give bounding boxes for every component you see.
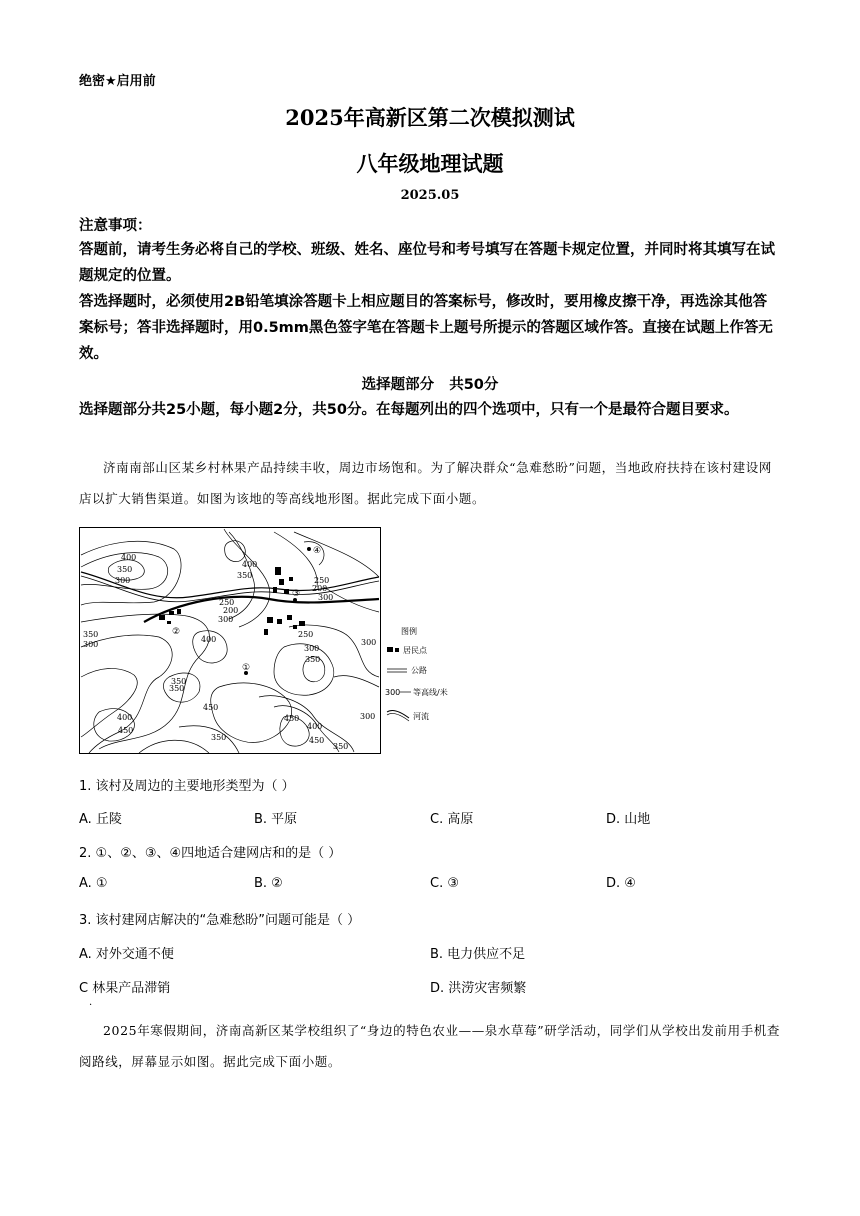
contour-label: 350 bbox=[169, 684, 185, 693]
contour-label: 250 bbox=[298, 630, 314, 639]
confidential-label: 绝密★启用前 bbox=[79, 74, 156, 89]
exam-date: 2025.05 bbox=[400, 188, 460, 203]
contour-label: 300 bbox=[360, 712, 376, 721]
contour-label: 250 bbox=[314, 576, 330, 585]
q2-option-a[interactable]: A. ① bbox=[79, 876, 108, 891]
contour-label: 400 bbox=[117, 713, 133, 722]
contour-label: 350 bbox=[211, 733, 227, 742]
q2-option-c[interactable]: C. ③ bbox=[430, 876, 459, 891]
question-2: 2. ①、②、③、④四地适合建网店和的是（ ） bbox=[79, 846, 342, 861]
section-instructions: 选择题部分共25小题，每小题2分，共50分。在每题列出的四个选项中，只有一个是最符合题目要求。 bbox=[79, 402, 739, 418]
q2-option-d[interactable]: D. ④ bbox=[606, 876, 636, 891]
q3-option-d[interactable]: D. 洪涝灾害频繁 bbox=[430, 981, 527, 996]
legend-road: 公路 bbox=[411, 666, 427, 675]
contour-label: 400 bbox=[307, 722, 323, 731]
q3-option-a[interactable]: A. 对外交通不便 bbox=[79, 947, 174, 962]
contour-label: 450 bbox=[284, 714, 300, 723]
site-label-1: ① bbox=[242, 663, 251, 673]
q1-option-c[interactable]: C. 高原 bbox=[430, 812, 474, 827]
legend-contour-value: 300 bbox=[385, 688, 401, 697]
legend-title: 图例 bbox=[401, 627, 417, 636]
question-1: 1. 该村及周边的主要地形类型为（ ） bbox=[79, 779, 295, 794]
notice-item-2: 答选择题时，必须使用2B铅笔填涂答题卡上相应题目的答案标号，修改时，要用橡皮擦干净，再选涂其他答案标号；答非选择题时，用0.5mm黑色签字笔在答题卡上题号所提示的答题区域作答。直接在试题上作答无效。 bbox=[79, 294, 773, 362]
q2-option-b[interactable]: B. ② bbox=[254, 876, 283, 891]
notice-item-1: 答题前，请考生务必将自己的学校、班级、姓名、座位号和考号填写在答题卡规定位置，并同时将其填写在试题规定的位置。 bbox=[79, 242, 775, 284]
q1-option-b[interactable]: B. 平原 bbox=[254, 812, 298, 827]
legend-settlement: 居民点 bbox=[403, 646, 427, 655]
contour-label: 250 bbox=[219, 598, 235, 607]
q3-option-b[interactable]: B. 电力供应不足 bbox=[430, 947, 526, 962]
stray-mark: . bbox=[89, 997, 93, 1008]
exam-title: 2025年高新区第二次模拟测试 bbox=[285, 105, 575, 130]
contour-map bbox=[79, 527, 381, 754]
question-3: 3. 该村建网店解决的“急难愁盼”问题可能是（ ） bbox=[79, 913, 361, 928]
contour-label: 300 bbox=[361, 638, 377, 647]
contour-label: 450 bbox=[309, 736, 325, 745]
contour-label: 350 bbox=[171, 677, 187, 686]
q1-option-d[interactable]: D. 山地 bbox=[606, 812, 651, 827]
section-heading: 选择题部分 共50分 bbox=[361, 377, 499, 393]
contour-label: 300 bbox=[115, 576, 131, 585]
contour-label: 200 bbox=[312, 584, 328, 593]
passage-2: 2025年寒假期间，济南高新区某学校组织了“身边的特色农业——泉水草莓”研学活动，同学们从学校出发前用手机查阅路线，屏幕显示如图。据此完成下面小题。 bbox=[79, 1023, 780, 1069]
contour-label: 200 bbox=[223, 606, 239, 615]
contour-label: 350 bbox=[305, 655, 321, 664]
q1-option-a[interactable]: A. 丘陵 bbox=[79, 812, 122, 827]
contour-label: 400 bbox=[201, 635, 217, 644]
contour-label: 300 bbox=[304, 644, 320, 653]
contour-label: 400 bbox=[242, 560, 258, 569]
exam-subtitle: 八年级地理试题 bbox=[356, 151, 504, 176]
contour-label: 350 bbox=[117, 565, 133, 574]
legend-river: 河流 bbox=[413, 712, 429, 721]
contour-label: 350 bbox=[237, 571, 253, 580]
contour-label: 300 bbox=[318, 593, 334, 602]
notice-heading: 注意事项： bbox=[79, 218, 152, 234]
contour-label: 350 bbox=[83, 630, 99, 639]
site-label-2: ② bbox=[172, 627, 181, 637]
site-label-4: ④ bbox=[313, 546, 322, 556]
legend-contour: 等高线/米 bbox=[413, 688, 448, 697]
q3-option-c[interactable]: C 林果产品滞销 bbox=[79, 981, 171, 996]
contour-label: 450 bbox=[203, 703, 219, 712]
contour-label: 450 bbox=[118, 726, 134, 735]
map-legend bbox=[383, 620, 463, 730]
passage-1: 济南南部山区某乡村林果产品持续丰收，周边市场饱和。为了解决群众“急难愁盼”问题，当地政府扶持在该村建设网店以扩大销售渠道。如图为该地的等高线地形图。据此完成下面小题。 bbox=[79, 460, 772, 506]
contour-label: 350 bbox=[333, 742, 349, 751]
contour-label: 300 bbox=[83, 640, 99, 649]
contour-label: 400 bbox=[121, 553, 137, 562]
site-label-3: ③ bbox=[292, 589, 301, 599]
contour-label: 300 bbox=[218, 615, 234, 624]
